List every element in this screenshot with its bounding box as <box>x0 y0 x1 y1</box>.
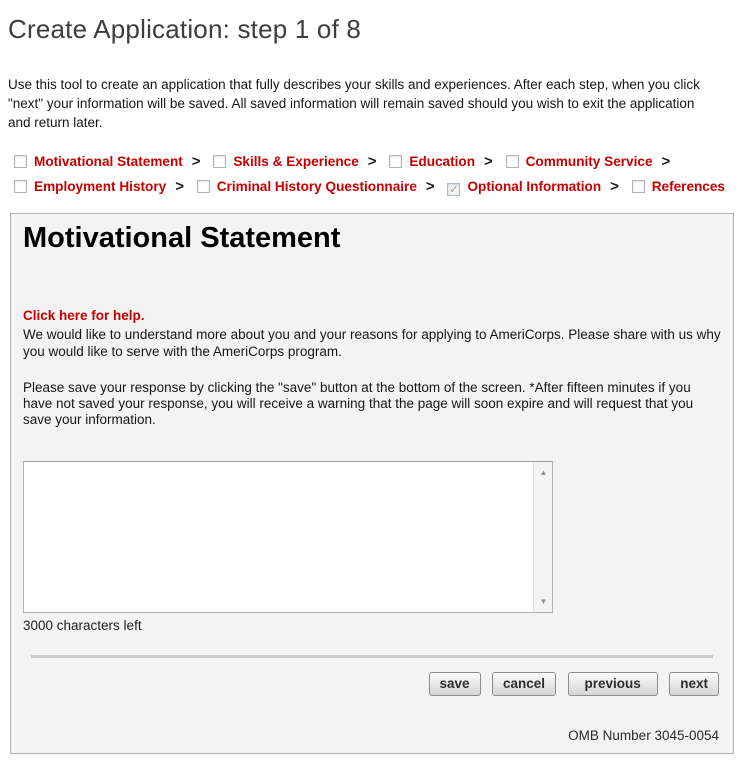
page-title: Create Application: step 1 of 8 <box>8 14 362 44</box>
step-separator-icon: > <box>191 153 201 170</box>
save-instructions: Please save your response by clicking the "save" button at the bottom of the screen. *After fifteen minutes if you have not saved your response, you will receive a warning that the page will soon expire and will request that you save your information. <box>23 380 694 427</box>
intro-text: Use this tool to create an application that fully describes your skills and experiences. After each step, when you click "next" your information will be saved. All saved information will remain saved should you wish to exit the application and return later. <box>8 77 700 130</box>
step-checkbox[interactable] <box>632 180 645 193</box>
step-item <box>447 174 601 199</box>
step-checkbox[interactable] <box>14 180 27 193</box>
button-row <box>23 672 721 696</box>
previous-button[interactable]: previous <box>568 672 658 696</box>
step-item <box>14 149 183 174</box>
step-item <box>14 174 166 199</box>
divider <box>31 655 713 658</box>
motivational-statement-field <box>23 461 553 613</box>
next-button[interactable]: next <box>669 672 719 696</box>
step-separator-icon: > <box>175 178 184 195</box>
save-button[interactable]: save <box>429 672 481 696</box>
section-description: We would like to understand more about you and your reasons for applying to AmeriCorps. Please share with us why you would like to serve with the AmeriCorps program. <box>23 327 721 359</box>
step-link[interactable]: Motivational Statement <box>34 154 183 169</box>
step-item <box>506 149 653 174</box>
step-separator-icon: > <box>484 153 493 170</box>
step-link[interactable]: Criminal History Questionnaire <box>216 179 417 194</box>
step-separator-icon: > <box>610 178 619 195</box>
step-checkbox[interactable] <box>213 155 226 168</box>
step-separator-icon: > <box>661 153 671 170</box>
step-link[interactable]: Employment History <box>34 179 167 194</box>
step-link[interactable]: Education <box>409 154 476 169</box>
characters-left-counter: 3000 characters left <box>23 618 142 633</box>
step-separator-icon: > <box>425 178 435 195</box>
omb-number: OMB Number 3045-0054 <box>568 728 719 743</box>
help-link[interactable]: Click here for help. <box>23 308 145 323</box>
step-item <box>389 149 475 174</box>
step-item <box>213 149 358 174</box>
cancel-button[interactable]: cancel <box>492 672 556 696</box>
step-link[interactable]: Skills & Experience <box>233 154 359 169</box>
motivational-statement-input[interactable] <box>24 462 533 612</box>
scroll-up-icon[interactable]: ▲ <box>539 468 548 477</box>
scroll-down-icon[interactable]: ▼ <box>539 597 548 606</box>
textarea-scrollbar[interactable] <box>533 462 552 612</box>
section-heading: Motivational Statement <box>23 222 341 254</box>
step-separator-icon: > <box>367 153 377 170</box>
step-link[interactable]: References <box>651 179 725 194</box>
step-checkbox[interactable] <box>197 180 210 193</box>
step-item <box>197 174 417 199</box>
step-checkbox[interactable] <box>14 155 27 168</box>
steps-nav <box>14 149 730 199</box>
motivational-statement-panel <box>10 213 734 754</box>
step-checkbox-checked[interactable]: ✓ <box>449 184 459 196</box>
step-item <box>632 174 725 199</box>
step-link[interactable]: Community Service <box>525 154 653 169</box>
step-link[interactable]: Optional Information <box>467 179 602 194</box>
step-checkbox[interactable] <box>506 155 519 168</box>
step-checkbox[interactable] <box>389 155 402 168</box>
